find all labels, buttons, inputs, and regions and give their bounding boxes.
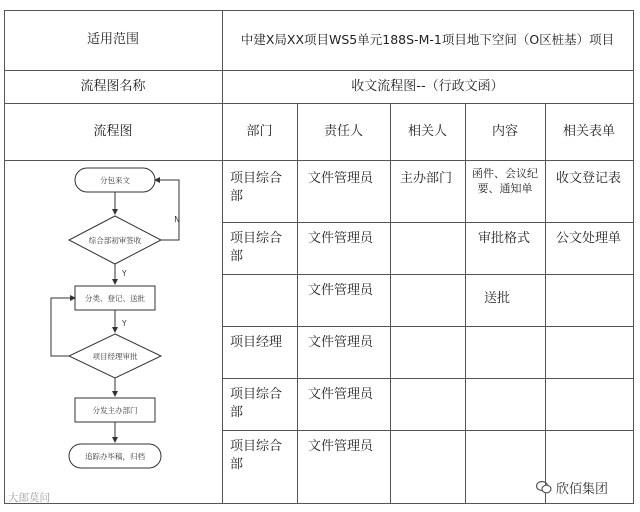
flowchart-decision2-text: 项目经理审批: [92, 352, 138, 361]
col-header-responsible: 责任人: [323, 123, 363, 139]
table-rule: [465, 103, 466, 504]
watermark-left: [8, 490, 50, 505]
flowchart-step4-text: 分发主办部门: [92, 406, 138, 415]
watermark-brand-text: 欣佰集团: [556, 482, 609, 497]
table-rule: [222, 430, 634, 431]
process-flowchart: [5, 160, 217, 500]
row4-content: [478, 334, 534, 378]
row6-dept: 项目综合部: [230, 439, 283, 472]
row4-dept: 项目经理: [230, 335, 283, 350]
watermark-brand: [536, 478, 608, 497]
table-rule: [545, 103, 546, 504]
row5-dept: 项目综合部: [230, 387, 283, 420]
flowchart-start-text: 分包来文: [100, 176, 130, 185]
flowchart-decision1-text: 综合部初审签收: [88, 236, 142, 245]
col-header-dept: 部门: [246, 123, 273, 139]
row5-related: [400, 386, 456, 430]
flow-name-value: 收文流程图--（行政文函）: [351, 78, 504, 94]
wechat-icon: [536, 481, 552, 494]
table-rule: [297, 103, 298, 504]
col-header-content: 内容: [491, 123, 518, 139]
watermark-left-text: 大郎莫问: [8, 492, 50, 504]
table-rule: [390, 103, 391, 504]
scope-label: 适用范围: [86, 32, 139, 47]
row1-responsible: 文件管理员: [308, 171, 374, 186]
table-rule: [222, 274, 634, 275]
col-header-forms: 相关表单: [562, 123, 615, 139]
row3-dept: [230, 282, 286, 326]
row4-responsible: 文件管理员: [308, 335, 374, 350]
row3-forms: [556, 282, 626, 326]
row6-responsible: 文件管理员: [308, 439, 374, 454]
row6-content: [478, 438, 534, 498]
row5-content: [478, 386, 534, 430]
row2-content: 审批格式: [478, 231, 531, 246]
row3-related: [400, 282, 456, 326]
flow-name-label: 流程图名称: [80, 78, 146, 94]
row3-content: 送批: [484, 291, 511, 306]
flowchart-yes-label-1: Y: [122, 269, 127, 278]
scope-value: 中建X局XX项目WS5单元188S-M-1项目地下空间（O区桩基）项目: [240, 32, 615, 47]
flowchart-yes-label-2: Y: [122, 319, 127, 328]
flowchart-label: 流程图: [93, 123, 133, 139]
row1-related: 主办部门: [400, 171, 453, 186]
row5-forms: [556, 386, 626, 430]
table-rule: [222, 326, 634, 327]
flowchart-arrow-back: [51, 298, 75, 356]
flowchart-no-label: N: [174, 215, 180, 224]
row3-responsible: 文件管理员: [308, 283, 374, 298]
row1-forms: 收文登记表: [556, 171, 622, 186]
row2-forms: 公文处理单: [556, 231, 622, 246]
row1-content: 函件、会议纪要、通知单: [472, 167, 538, 195]
col-header-related: 相关人: [407, 123, 447, 139]
row6-related: [400, 438, 456, 498]
row5-responsible: 文件管理员: [308, 387, 374, 402]
flowchart-end-text: 追踪办毕稿，归档: [85, 452, 145, 461]
table-border-right: [633, 10, 634, 504]
row2-responsible: 文件管理员: [308, 231, 374, 246]
table-rule: [222, 222, 634, 223]
table-rule: [222, 378, 634, 379]
row2-related: [400, 230, 456, 274]
row1-dept: 项目综合部: [230, 171, 283, 204]
flowchart-arrow-no: [155, 180, 179, 240]
table-border-bottom: [4, 503, 634, 504]
row4-forms: [556, 334, 626, 378]
row4-related: [400, 334, 456, 378]
row2-dept: 项目综合部: [230, 231, 283, 264]
flowchart-step2-text: 分类、登记、送批: [85, 294, 145, 303]
